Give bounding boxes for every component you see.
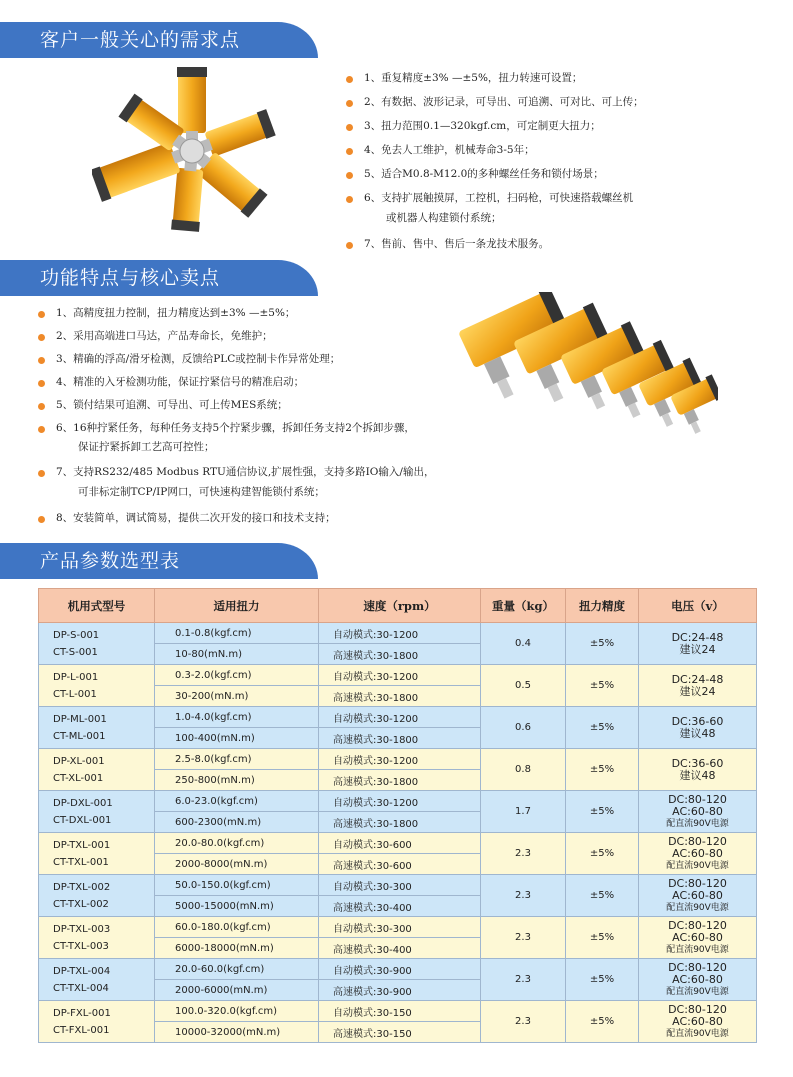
feature-item: 5、锁付结果可追溯、可导出、可上传MES系统； [38, 398, 538, 421]
bullet-dot-icon [38, 380, 45, 387]
feature-item: 1、高精度扭力控制，扭力精度达到±3% —±5%； [38, 306, 538, 329]
section-banner-spec-table: 产品参数选型表 [0, 543, 318, 579]
weight-cell: 0.4 [481, 623, 566, 665]
header-accuracy: 扭力精度 [566, 589, 639, 623]
torque-kgf-cell: 2.5-8.0(kgf.cm) [155, 749, 319, 770]
speed-auto-cell: 自动模式:30-1200 [319, 623, 481, 644]
feature-item: 7、支持RS232/485 Modbus RTU通信协议,扩展性强，支持多路IO输入/输出， 可非标定制TCP/IP网口，可快速构建智能锁付系统； [38, 465, 538, 511]
voltage-line: 配直流90V电源 [666, 944, 729, 955]
voltage-cell [639, 875, 757, 917]
speed-high-cell: 高速模式:30-1800 [319, 644, 481, 665]
torque-mnm-cell: 10000-32000(mN.m) [155, 1022, 319, 1043]
table-row [39, 833, 757, 854]
needs-list [346, 71, 766, 257]
model-cell [39, 959, 155, 1001]
weight-cell: 2.3 [481, 959, 566, 1001]
voltage-line: 建议48 [679, 768, 716, 782]
voltage-line: DC:80-120 [668, 918, 727, 932]
section-banner-features: 功能特点与核心卖点 [0, 260, 318, 296]
model-cell [39, 623, 155, 665]
needs-item: 1、重复精度±3% —±5%，扭力转速可设置； [346, 71, 766, 95]
voltage-line: DC:80-120 [668, 834, 727, 848]
weight-cell: 2.3 [481, 833, 566, 875]
speed-high-cell: 高速模式:30-600 [319, 854, 481, 875]
voltage-line: DC:80-120 [668, 1002, 727, 1016]
table-row [39, 749, 757, 770]
voltage-line: DC:24-48 [671, 672, 724, 686]
speed-auto-cell: 自动模式:30-900 [319, 959, 481, 980]
voltage-cell [639, 833, 757, 875]
header-torque: 适用扭力 [155, 589, 319, 623]
torque-kgf-cell: 20.0-80.0(kgf.cm) [155, 833, 319, 854]
accuracy-cell: ±5% [566, 875, 639, 917]
torque-kgf-cell: 6.0-23.0(kgf.cm) [155, 791, 319, 812]
speed-auto-cell: 自动模式:30-300 [319, 875, 481, 896]
feature-item: 6、16种拧紧任务，每种任务支持5个拧紧步骤，拆卸任务支持2个拆卸步骤， 保证拧紧拆卸工艺高可控性； [38, 421, 538, 465]
voltage-line: DC:80-120 [668, 960, 727, 974]
bullet-dot-icon [346, 100, 353, 107]
table-row [39, 623, 757, 644]
model-dp: DP-ML-001 [53, 713, 107, 725]
voltage-line: 建议24 [679, 684, 716, 698]
spec-table-body [39, 623, 757, 1043]
needs-item: 6、支持扩展触摸屏，工控机，扫码枪，可快速搭载螺丝机 或机器人构建锁付系统； [346, 191, 766, 237]
model-cell [39, 1001, 155, 1043]
speed-auto-cell: 自动模式:30-300 [319, 917, 481, 938]
accuracy-cell: ±5% [566, 749, 639, 791]
model-dp: DP-DXL-001 [53, 797, 113, 809]
weight-cell: 1.7 [481, 791, 566, 833]
table-row [39, 959, 757, 980]
table-row [39, 875, 757, 896]
table-row [39, 1001, 757, 1022]
model-dp: DP-TXL-003 [53, 923, 111, 935]
weight-cell: 0.8 [481, 749, 566, 791]
header-speed: 速度（rpm） [319, 589, 481, 623]
voltage-cell [639, 665, 757, 707]
speed-high-cell: 高速模式:30-150 [319, 1022, 481, 1043]
header-voltage: 电压（v） [639, 589, 757, 623]
weight-cell: 2.3 [481, 1001, 566, 1043]
torque-mnm-cell: 6000-18000(mN.m) [155, 938, 319, 959]
torque-kgf-cell: 60.0-180.0(kgf.cm) [155, 917, 319, 938]
voltage-line: AC:60-80 [672, 888, 723, 902]
model-cell [39, 665, 155, 707]
speed-high-cell: 高速模式:30-1800 [319, 728, 481, 749]
table-header-row [39, 589, 757, 623]
table-row [39, 665, 757, 686]
voltage-line: DC:80-120 [668, 792, 727, 806]
spec-table [38, 588, 757, 1043]
bullet-dot-icon [38, 403, 45, 410]
voltage-line: DC:36-60 [671, 756, 724, 770]
table-row [39, 917, 757, 938]
model-cell [39, 749, 155, 791]
bullet-dot-icon [346, 242, 353, 249]
accuracy-cell: ±5% [566, 833, 639, 875]
feature-item: 2、采用高端进口马达，产品寿命长，免维护； [38, 329, 538, 352]
bullet-dot-icon [38, 516, 45, 523]
voltage-line: 配直流90V电源 [666, 860, 729, 871]
feature-item: 3、精确的浮高/滑牙检测，反馈给PLC或控制卡作异常处理； [38, 352, 538, 375]
voltage-line: DC:80-120 [668, 876, 727, 890]
torque-mnm-cell: 600-2300(mN.m) [155, 812, 319, 833]
speed-high-cell: 高速模式:30-1800 [319, 812, 481, 833]
product-photo-radial [92, 66, 292, 236]
model-dp: DP-S-001 [53, 629, 100, 641]
voltage-line: 建议48 [679, 726, 716, 740]
speed-auto-cell: 自动模式:30-1200 [319, 791, 481, 812]
voltage-cell [639, 707, 757, 749]
voltage-line: AC:60-80 [672, 1014, 723, 1028]
speed-auto-cell: 自动模式:30-600 [319, 833, 481, 854]
model-dp: DP-TXL-004 [53, 965, 111, 977]
torque-kgf-cell: 0.3-2.0(kgf.cm) [155, 665, 319, 686]
voltage-line: AC:60-80 [672, 972, 723, 986]
voltage-line: AC:60-80 [672, 846, 723, 860]
model-dp: DP-TXL-002 [53, 881, 111, 893]
voltage-line: 配直流90V电源 [666, 818, 729, 829]
needs-item: 5、适合M0.8-M12.0的多种螺丝任务和锁付场景； [346, 167, 766, 191]
model-cell [39, 791, 155, 833]
bullet-dot-icon [38, 311, 45, 318]
voltage-cell [639, 791, 757, 833]
speed-high-cell: 高速模式:30-900 [319, 980, 481, 1001]
speed-auto-cell: 自动模式:30-1200 [319, 749, 481, 770]
torque-kgf-cell: 50.0-150.0(kgf.cm) [155, 875, 319, 896]
model-ct: CT-ML-001 [53, 730, 106, 742]
accuracy-cell: ±5% [566, 623, 639, 665]
needs-item: 7、售前、售中、售后一条龙技术服务。 [346, 237, 766, 257]
model-cell [39, 833, 155, 875]
voltage-line: DC:24-48 [671, 630, 724, 644]
model-cell [39, 875, 155, 917]
product-photo-row [448, 292, 718, 442]
voltage-line: 配直流90V电源 [666, 986, 729, 997]
voltage-line: AC:60-80 [672, 804, 723, 818]
weight-cell: 2.3 [481, 875, 566, 917]
model-cell [39, 917, 155, 959]
torque-mnm-cell: 30-200(mN.m) [155, 686, 319, 707]
torque-mnm-cell: 2000-6000(mN.m) [155, 980, 319, 1001]
torque-kgf-cell: 1.0-4.0(kgf.cm) [155, 707, 319, 728]
needs-item: 3、扭力范围0.1—320kgf.cm，可定制更大扭力； [346, 119, 766, 143]
voltage-line: 配直流90V电源 [666, 902, 729, 913]
bullet-dot-icon [346, 124, 353, 131]
model-ct: CT-XL-001 [53, 772, 104, 784]
voltage-cell [639, 1001, 757, 1043]
voltage-line: DC:36-60 [671, 714, 724, 728]
header-weight: 重量（kg） [481, 589, 566, 623]
model-ct: CT-TXL-001 [53, 856, 109, 868]
feature-item: 8、安装简单，调试简易，提供二次开发的接口和技术支持； [38, 511, 538, 531]
accuracy-cell: ±5% [566, 665, 639, 707]
bullet-dot-icon [346, 76, 353, 83]
speed-high-cell: 高速模式:30-1800 [319, 686, 481, 707]
torque-mnm-cell: 250-800(mN.m) [155, 770, 319, 791]
torque-mnm-cell: 10-80(mN.m) [155, 644, 319, 665]
feature-item: 4、精准的入牙检测功能，保证拧紧信号的精准启动； [38, 375, 538, 398]
table-row [39, 707, 757, 728]
model-dp: DP-FXL-001 [53, 1007, 111, 1019]
weight-cell: 2.3 [481, 917, 566, 959]
table-row [39, 791, 757, 812]
voltage-cell [639, 917, 757, 959]
speed-high-cell: 高速模式:30-400 [319, 896, 481, 917]
speed-high-cell: 高速模式:30-1800 [319, 770, 481, 791]
header-model: 机用式型号 [39, 589, 155, 623]
model-cell [39, 707, 155, 749]
torque-kgf-cell: 0.1-0.8(kgf.cm) [155, 623, 319, 644]
model-ct: CT-S-001 [53, 646, 98, 658]
torque-kgf-cell: 20.0-60.0(kgf.cm) [155, 959, 319, 980]
weight-cell: 0.6 [481, 707, 566, 749]
speed-high-cell: 高速模式:30-400 [319, 938, 481, 959]
speed-auto-cell: 自动模式:30-1200 [319, 665, 481, 686]
model-ct: CT-TXL-002 [53, 898, 109, 910]
bullet-dot-icon [346, 196, 353, 203]
accuracy-cell: ±5% [566, 917, 639, 959]
needs-item: 2、有数据、波形记录，可导出、可追溯、可对比、可上传； [346, 95, 766, 119]
voltage-line: AC:60-80 [672, 930, 723, 944]
accuracy-cell: ±5% [566, 1001, 639, 1043]
model-ct: CT-L-001 [53, 688, 97, 700]
voltage-cell [639, 623, 757, 665]
bullet-dot-icon [38, 426, 45, 433]
needs-item: 4、免去人工维护，机械寿命3-5年； [346, 143, 766, 167]
speed-auto-cell: 自动模式:30-1200 [319, 707, 481, 728]
torque-mnm-cell: 2000-8000(mN.m) [155, 854, 319, 875]
model-dp: DP-XL-001 [53, 755, 105, 767]
torque-mnm-cell: 5000-15000(mN.m) [155, 896, 319, 917]
voltage-line: 配直流90V电源 [666, 1028, 729, 1039]
model-ct: CT-TXL-003 [53, 940, 109, 952]
voltage-cell [639, 959, 757, 1001]
model-dp: DP-TXL-001 [53, 839, 111, 851]
voltage-line: 建议24 [679, 642, 716, 656]
speed-auto-cell: 自动模式:30-150 [319, 1001, 481, 1022]
bullet-dot-icon [38, 334, 45, 341]
accuracy-cell: ±5% [566, 959, 639, 1001]
voltage-cell [639, 749, 757, 791]
section-banner-needs: 客户一般关心的需求点 [0, 22, 318, 58]
model-ct: CT-DXL-001 [53, 814, 112, 826]
torque-mnm-cell: 100-400(mN.m) [155, 728, 319, 749]
model-ct: CT-TXL-004 [53, 982, 109, 994]
weight-cell: 0.5 [481, 665, 566, 707]
bullet-dot-icon [38, 470, 45, 477]
bullet-dot-icon [346, 148, 353, 155]
bullet-dot-icon [346, 172, 353, 179]
model-dp: DP-L-001 [53, 671, 99, 683]
bullet-dot-icon [38, 357, 45, 364]
torque-kgf-cell: 100.0-320.0(kgf.cm) [155, 1001, 319, 1022]
model-ct: CT-FXL-001 [53, 1024, 110, 1036]
accuracy-cell: ±5% [566, 791, 639, 833]
accuracy-cell: ±5% [566, 707, 639, 749]
